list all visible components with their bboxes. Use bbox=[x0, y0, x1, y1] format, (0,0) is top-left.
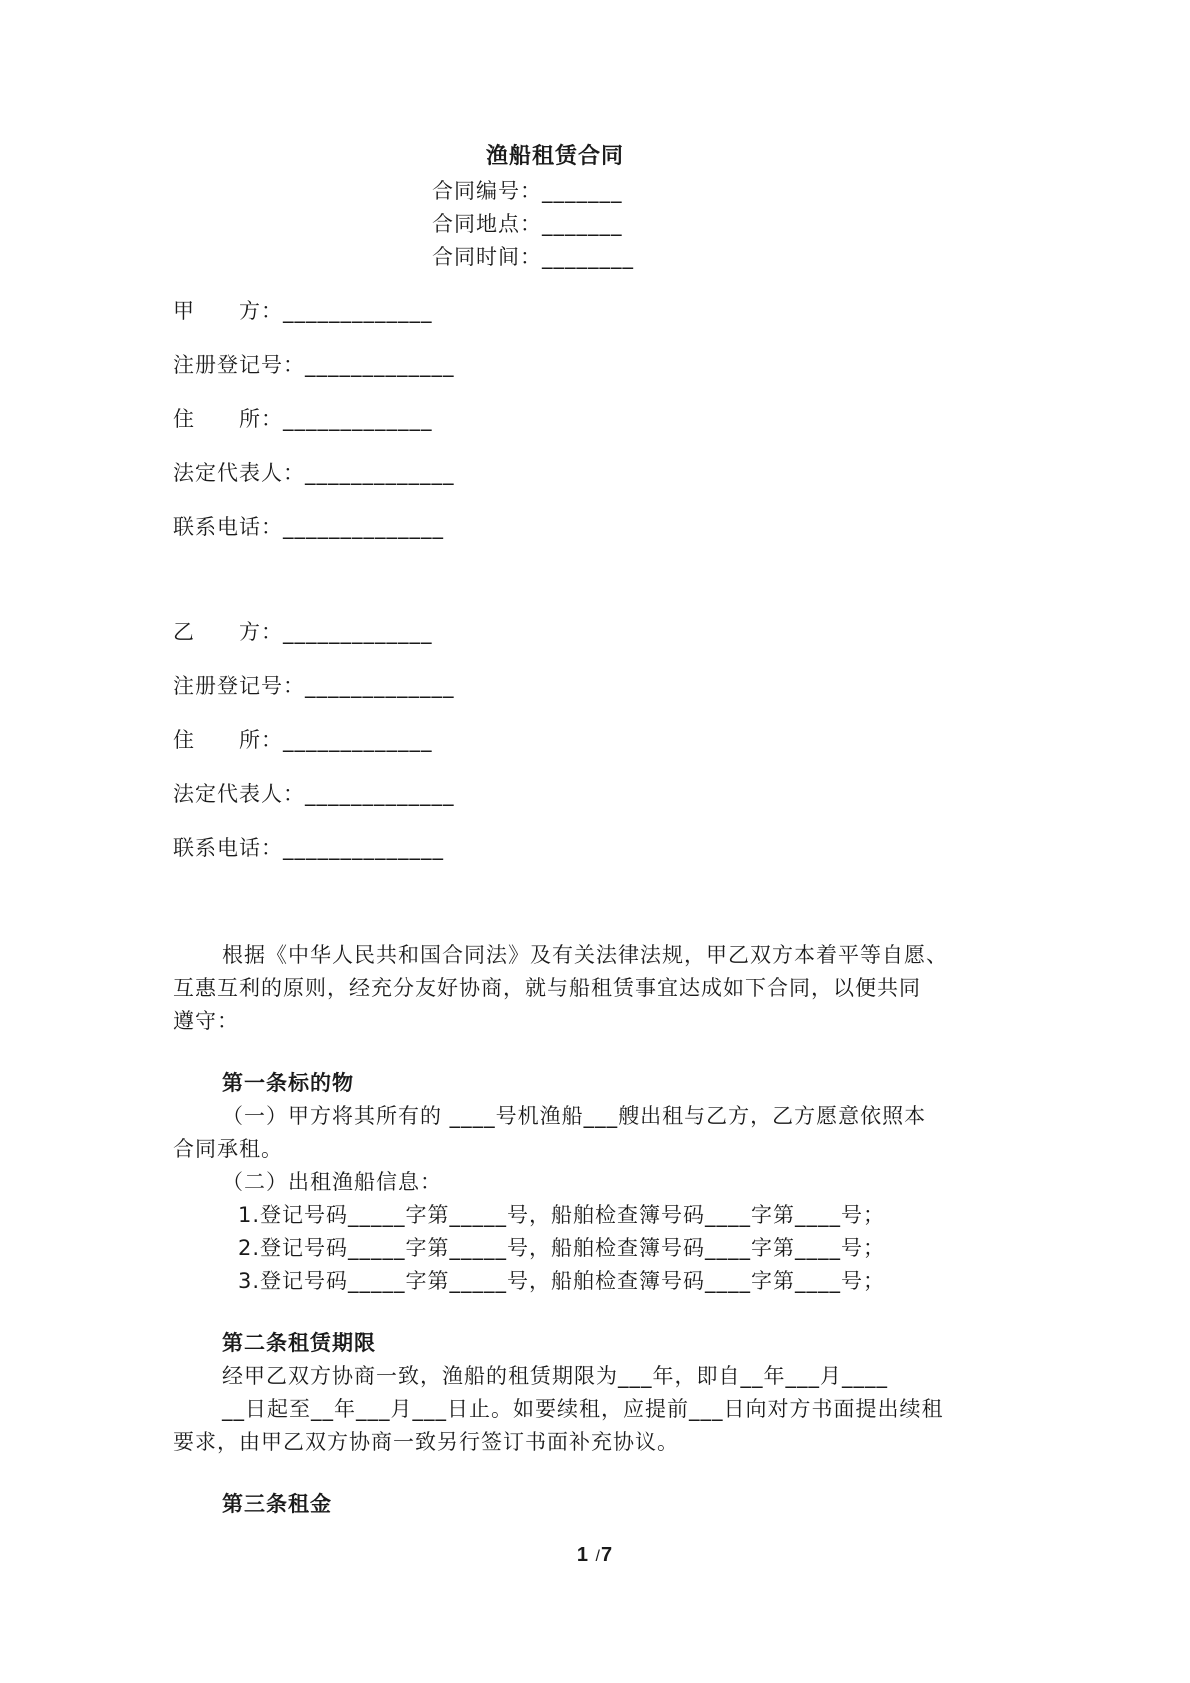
intro-line: 根据《中华人民共和国合同法》及有关法律法规，甲乙双方本着平等自愿、 bbox=[222, 943, 948, 967]
page-separator: / bbox=[595, 1548, 601, 1565]
party-a-registration-field: 注册登记号：_____________ bbox=[173, 353, 455, 377]
contract-number-field: 合同编号：_______ bbox=[432, 179, 623, 203]
article-2-paragraph: 经甲乙双方协商一致，渔船的租赁期限为___年，即自__年___月____ bbox=[222, 1364, 888, 1388]
party-b-representative-field: 法定代表人：_____________ bbox=[173, 782, 455, 806]
contract-time-field: 合同时间：________ bbox=[432, 245, 634, 269]
intro-line: 互惠互利的原则，经充分友好协商，就与船租赁事宜达成如下合同，以便共同 bbox=[173, 976, 921, 1000]
current-page: 1 bbox=[576, 1544, 589, 1566]
party-b-registration-field: 注册登记号：_____________ bbox=[173, 674, 455, 698]
article-1-paragraph: 合同承租。 bbox=[173, 1137, 283, 1161]
party-a-address-field: 住 所：_____________ bbox=[173, 407, 433, 431]
article-2-paragraph: 要求，由甲乙双方协商一致另行签订书面补充协议。 bbox=[173, 1430, 679, 1454]
article-3-heading: 第三条租金 bbox=[222, 1492, 332, 1516]
party-b-phone-field: 联系电话：______________ bbox=[173, 836, 444, 860]
total-pages: 7 bbox=[601, 1544, 614, 1566]
party-a-name-field: 甲 方：_____________ bbox=[173, 299, 433, 323]
vessel-info-item: 2.登记号码_____字第_____号，船舶检查簿号码____字第____号； bbox=[238, 1236, 886, 1260]
intro-line: 遵守： bbox=[173, 1009, 239, 1033]
article-1-subheading: （二）出租渔船信息： bbox=[222, 1170, 442, 1194]
party-b-address-field: 住 所：_____________ bbox=[173, 728, 433, 752]
party-a-phone-field: 联系电话：______________ bbox=[173, 515, 444, 539]
article-2-heading: 第二条租赁期限 bbox=[222, 1331, 376, 1355]
page-number bbox=[0, 1540, 1190, 1572]
contract-place-field: 合同地点：_______ bbox=[432, 212, 623, 236]
vessel-info-item: 3.登记号码_____字第_____号，船舶检查簿号码____字第____号； bbox=[238, 1269, 886, 1293]
document-title: 渔船租赁合同 bbox=[485, 144, 624, 169]
vessel-info-item: 1.登记号码_____字第_____号，船舶检查簿号码____字第____号； bbox=[238, 1203, 886, 1227]
article-1-paragraph: （一）甲方将其所有的 ____号机渔船___艘出租与乙方，乙方愿意依照本 bbox=[222, 1104, 927, 1128]
article-2-paragraph: __日起至__年___月___日止。如要续租，应提前___日向对方书面提出续租 bbox=[222, 1397, 944, 1421]
party-a-representative-field: 法定代表人：_____________ bbox=[173, 461, 455, 485]
article-1-heading: 第一条标的物 bbox=[222, 1071, 354, 1095]
party-b-name-field: 乙 方：_____________ bbox=[173, 620, 433, 644]
